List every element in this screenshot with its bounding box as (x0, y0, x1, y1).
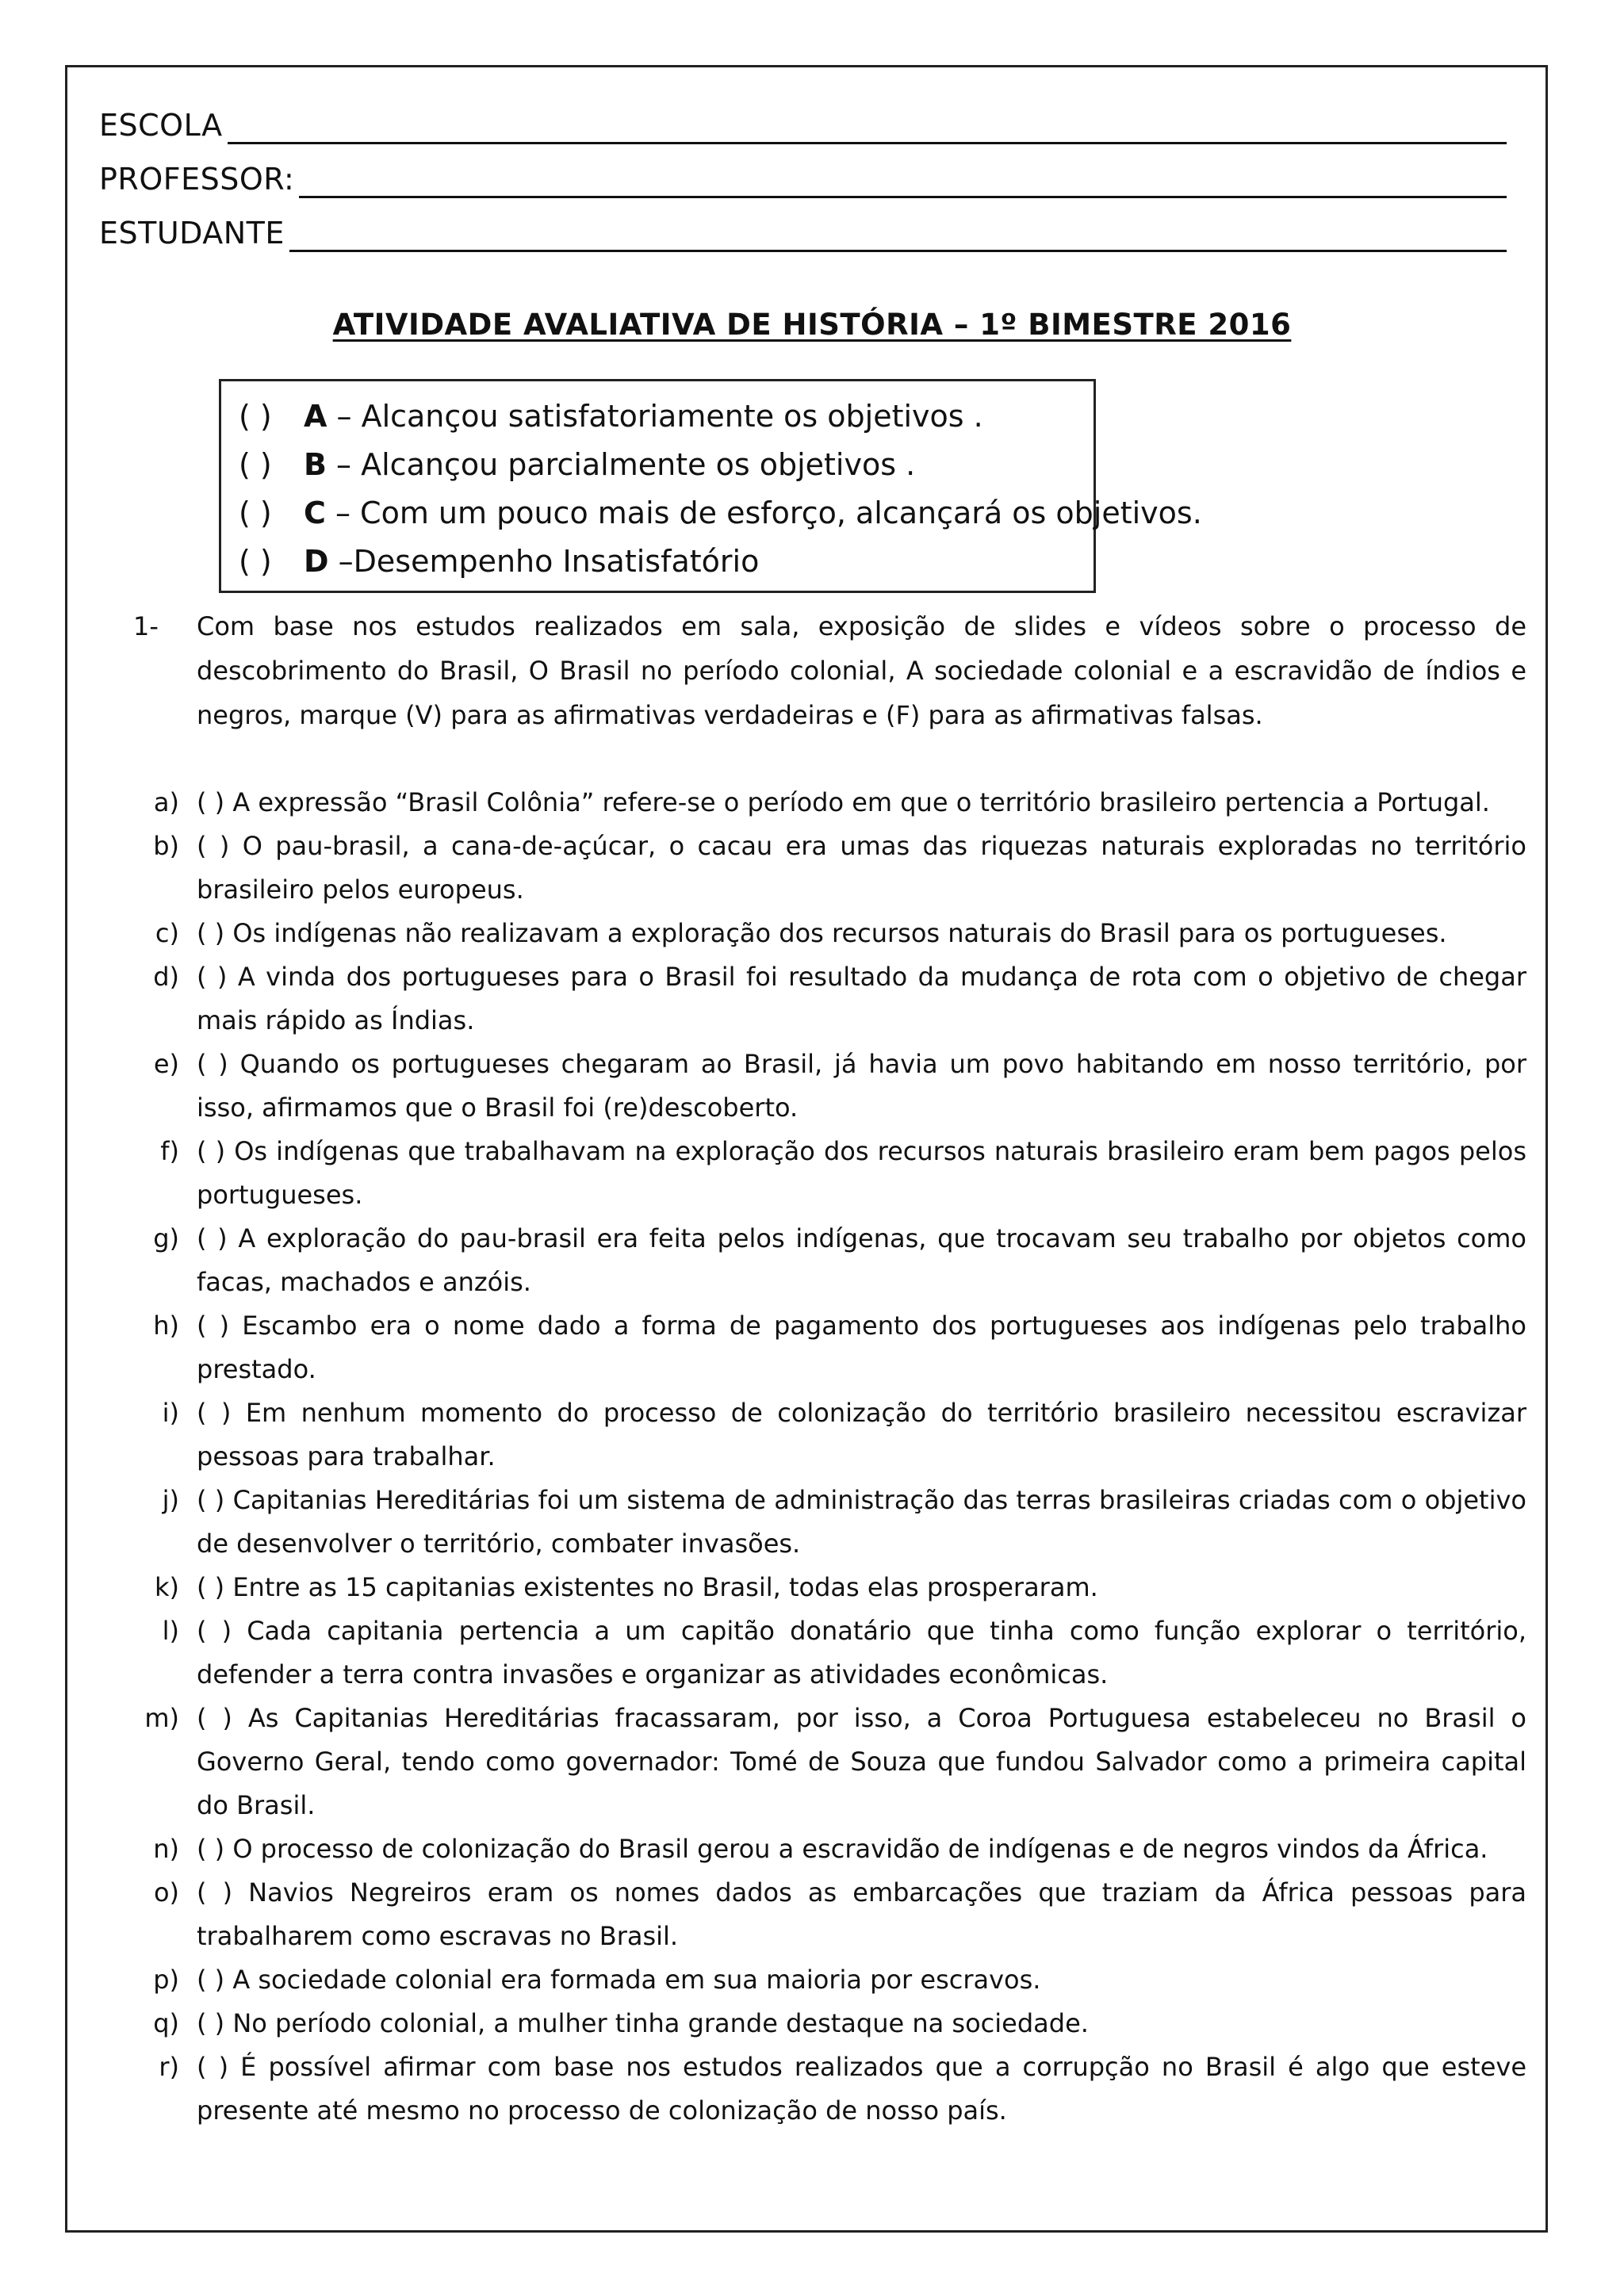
list-item (133, 1566, 1526, 1609)
list-item (133, 1217, 1526, 1304)
list-item (133, 2002, 1526, 2045)
item-letter: m) (144, 1703, 179, 1733)
item-text: Cada capitania pertencia a um capitão donatário que tinha como função explorar o território, defender a terra contra invasões e organizar as atividades econômicas. (197, 1616, 1527, 1689)
student-field (99, 203, 1507, 254)
item-text: Os indígenas não realizavam a exploração dos recursos naturais do Brasil para os portugueses. (224, 918, 1447, 948)
list-item (133, 1609, 1526, 1697)
school-label: ESCOLA (99, 108, 223, 143)
item-letter: h) (153, 1311, 179, 1341)
item-text: Escambo era o nome dado a forma de pagamento dos portugueses aos indígenas pelo trabalho prestado. (197, 1311, 1527, 1384)
page-title: ATIVIDADE AVALIATIVA DE HISTÓRIA – 1º BIMESTRE 2016 (332, 308, 1292, 342)
item-letter: e) (153, 1049, 179, 1079)
item-text: Entre as 15 capitanias existentes no Brasil, todas elas prosperaram. (224, 1572, 1098, 1602)
answer-blank[interactable]: ( ) (197, 1398, 232, 1428)
item-text: A sociedade colonial era formada em sua maioria por escravos. (224, 1965, 1041, 1995)
item-text: A expressão “Brasil Colônia” refere-se o período em que o território brasileiro pertencia a Portugal. (224, 787, 1490, 817)
answer-blank[interactable]: ( ) (197, 1311, 230, 1341)
item-text: O pau-brasil, a cana-de-açúcar, o cacau era umas das riquezas naturais exploradas no território brasileiro pelos europeus. (197, 831, 1526, 905)
answer-blank[interactable]: ( ) (197, 1223, 228, 1253)
answer-blank[interactable]: ( ) (197, 1877, 233, 1908)
question-text: Com base nos estudos realizados em sala, exposição de slides e vídeos sobre o processo de descobrimento do Brasil, O Brasil no período colonial, A sociedade colonial e a escravidão de índios e negros, marque (V) para as afirmativas verdadeiras e (F) para as afirmativas falsas. (197, 611, 1526, 730)
answer-blank[interactable]: ( ) (197, 1703, 232, 1733)
legend-text: – Alcançou satisfatoriamente os objetivos . (327, 399, 983, 434)
list-item (133, 1871, 1526, 1958)
item-text: Quando os portugueses chegaram ao Brasil, já havia um povo habitando em nosso território, por isso, afirmamos que o Brasil foi (re)descoberto. (197, 1049, 1527, 1123)
legend-row-d (239, 538, 1094, 586)
item-text: O processo de colonização do Brasil gerou a escravidão de indígenas e de negros vindos da África. (224, 1834, 1488, 1864)
item-letter: f) (160, 1136, 179, 1166)
legend-grade: B (304, 447, 327, 482)
teacher-field (99, 149, 1507, 200)
item-letter: j) (162, 1485, 179, 1515)
list-item (133, 1827, 1526, 1871)
item-letter: a) (153, 787, 179, 817)
item-text: Em nenhum momento do processo de colonização do território brasileiro necessitou escravizar pessoas para trabalhar. (197, 1398, 1527, 1471)
legend-row-b (239, 441, 1094, 489)
answer-blank[interactable]: ( ) (197, 962, 228, 992)
list-item (133, 1958, 1526, 2002)
question-1 (133, 604, 1526, 737)
item-letter: c) (155, 918, 179, 948)
legend-checkbox[interactable]: ( ) (239, 447, 272, 482)
item-letter: p) (153, 1965, 179, 1995)
answer-blank[interactable]: ( ) (197, 1485, 225, 1515)
legend-row-a (239, 392, 1094, 441)
answer-blank[interactable]: ( ) (197, 1965, 225, 1995)
item-letter: n) (153, 1834, 179, 1864)
item-text: Navios Negreiros eram os nomes dados as embarcações que traziam da África pessoas para trabalharem como escravas no Brasil. (197, 1877, 1527, 1951)
list-item (133, 2045, 1526, 2133)
answer-blank[interactable]: ( ) (197, 1049, 228, 1079)
legend-checkbox[interactable]: ( ) (239, 399, 272, 434)
item-letter: q) (153, 2008, 179, 2038)
teacher-label: PROFESSOR: (99, 162, 295, 197)
list-item (133, 1043, 1526, 1130)
teacher-blank-line[interactable] (299, 196, 1507, 198)
answer-blank[interactable]: ( ) (197, 2052, 229, 2082)
question-number: 1- (133, 611, 159, 641)
legend-row-c (239, 489, 1202, 538)
legend-text: –Desempenho Insatisfatório (328, 544, 760, 579)
item-letter: r) (159, 2052, 179, 2082)
answer-blank[interactable]: ( ) (197, 2008, 225, 2038)
legend-checkbox[interactable]: ( ) (239, 496, 272, 530)
legend-grade: A (304, 399, 327, 434)
legend-text: – Alcançou parcialmente os objetivos . (326, 447, 916, 482)
school-field (99, 95, 1507, 146)
student-blank-line[interactable] (289, 250, 1507, 252)
answer-blank[interactable]: ( ) (197, 1136, 226, 1166)
list-item (133, 781, 1526, 825)
list-item (133, 955, 1526, 1043)
list-item (133, 1391, 1526, 1479)
item-letter: b) (153, 831, 179, 861)
item-letter: d) (153, 962, 179, 992)
item-letter: l) (162, 1616, 179, 1646)
list-item (133, 825, 1526, 912)
legend-grade: D (304, 544, 329, 579)
item-text: A vinda dos portugueses para o Brasil foi resultado da mudança de rota com o objetivo de chegar mais rápido as Índias. (197, 962, 1527, 1035)
item-text: É possível afirmar com base nos estudos realizados que a corrupção no Brasil é algo que esteve presente até mesmo no processo de colonização de nosso país. (197, 2052, 1527, 2126)
student-label: ESTUDANTE (99, 216, 285, 251)
list-item (133, 912, 1526, 955)
list-item (133, 1130, 1526, 1217)
grade-legend-box (219, 379, 1202, 593)
item-letter: i) (162, 1398, 179, 1428)
list-item (133, 1479, 1526, 1566)
school-blank-line[interactable] (228, 142, 1507, 144)
answer-blank[interactable]: ( ) (197, 918, 225, 948)
item-letter: o) (153, 1877, 179, 1908)
legend-checkbox[interactable]: ( ) (239, 544, 272, 579)
item-text: Capitanias Hereditárias foi um sistema de administração das terras brasileiras criadas com o objetivo de desenvolver o território, combater invasões. (197, 1485, 1527, 1559)
list-item (133, 1304, 1526, 1391)
answer-blank[interactable]: ( ) (197, 1616, 232, 1646)
item-letter: g) (153, 1223, 179, 1253)
item-letter: k) (154, 1572, 179, 1602)
item-text: As Capitanias Hereditárias fracassaram, por isso, a Coroa Portuguesa estabeleceu no Brasil o Governo Geral, tendo como governador: Tomé de Souza que fundou Salvador como a primeira capital do Brasil. (197, 1703, 1527, 1820)
item-text: A exploração do pau-brasil era feita pelos indígenas, que trocavam seu trabalho por objetos como facas, machados e anzóis. (197, 1223, 1527, 1297)
item-text: Os indígenas que trabalhavam na exploração dos recursos naturais brasileiro eram bem pagos pelos portugueses. (197, 1136, 1527, 1210)
answer-blank[interactable]: ( ) (197, 1834, 225, 1864)
item-text: No período colonial, a mulher tinha grande destaque na sociedade. (224, 2008, 1089, 2038)
list-item (133, 1697, 1526, 1827)
legend-grade: C (304, 496, 326, 530)
answer-blank[interactable]: ( ) (197, 787, 225, 817)
statements-list (133, 781, 1526, 2133)
legend-text: – Com um pouco mais de esforço, alcançará os objetivos. (325, 496, 1202, 530)
answer-blank[interactable]: ( ) (197, 1572, 225, 1602)
answer-blank[interactable]: ( ) (197, 831, 230, 861)
